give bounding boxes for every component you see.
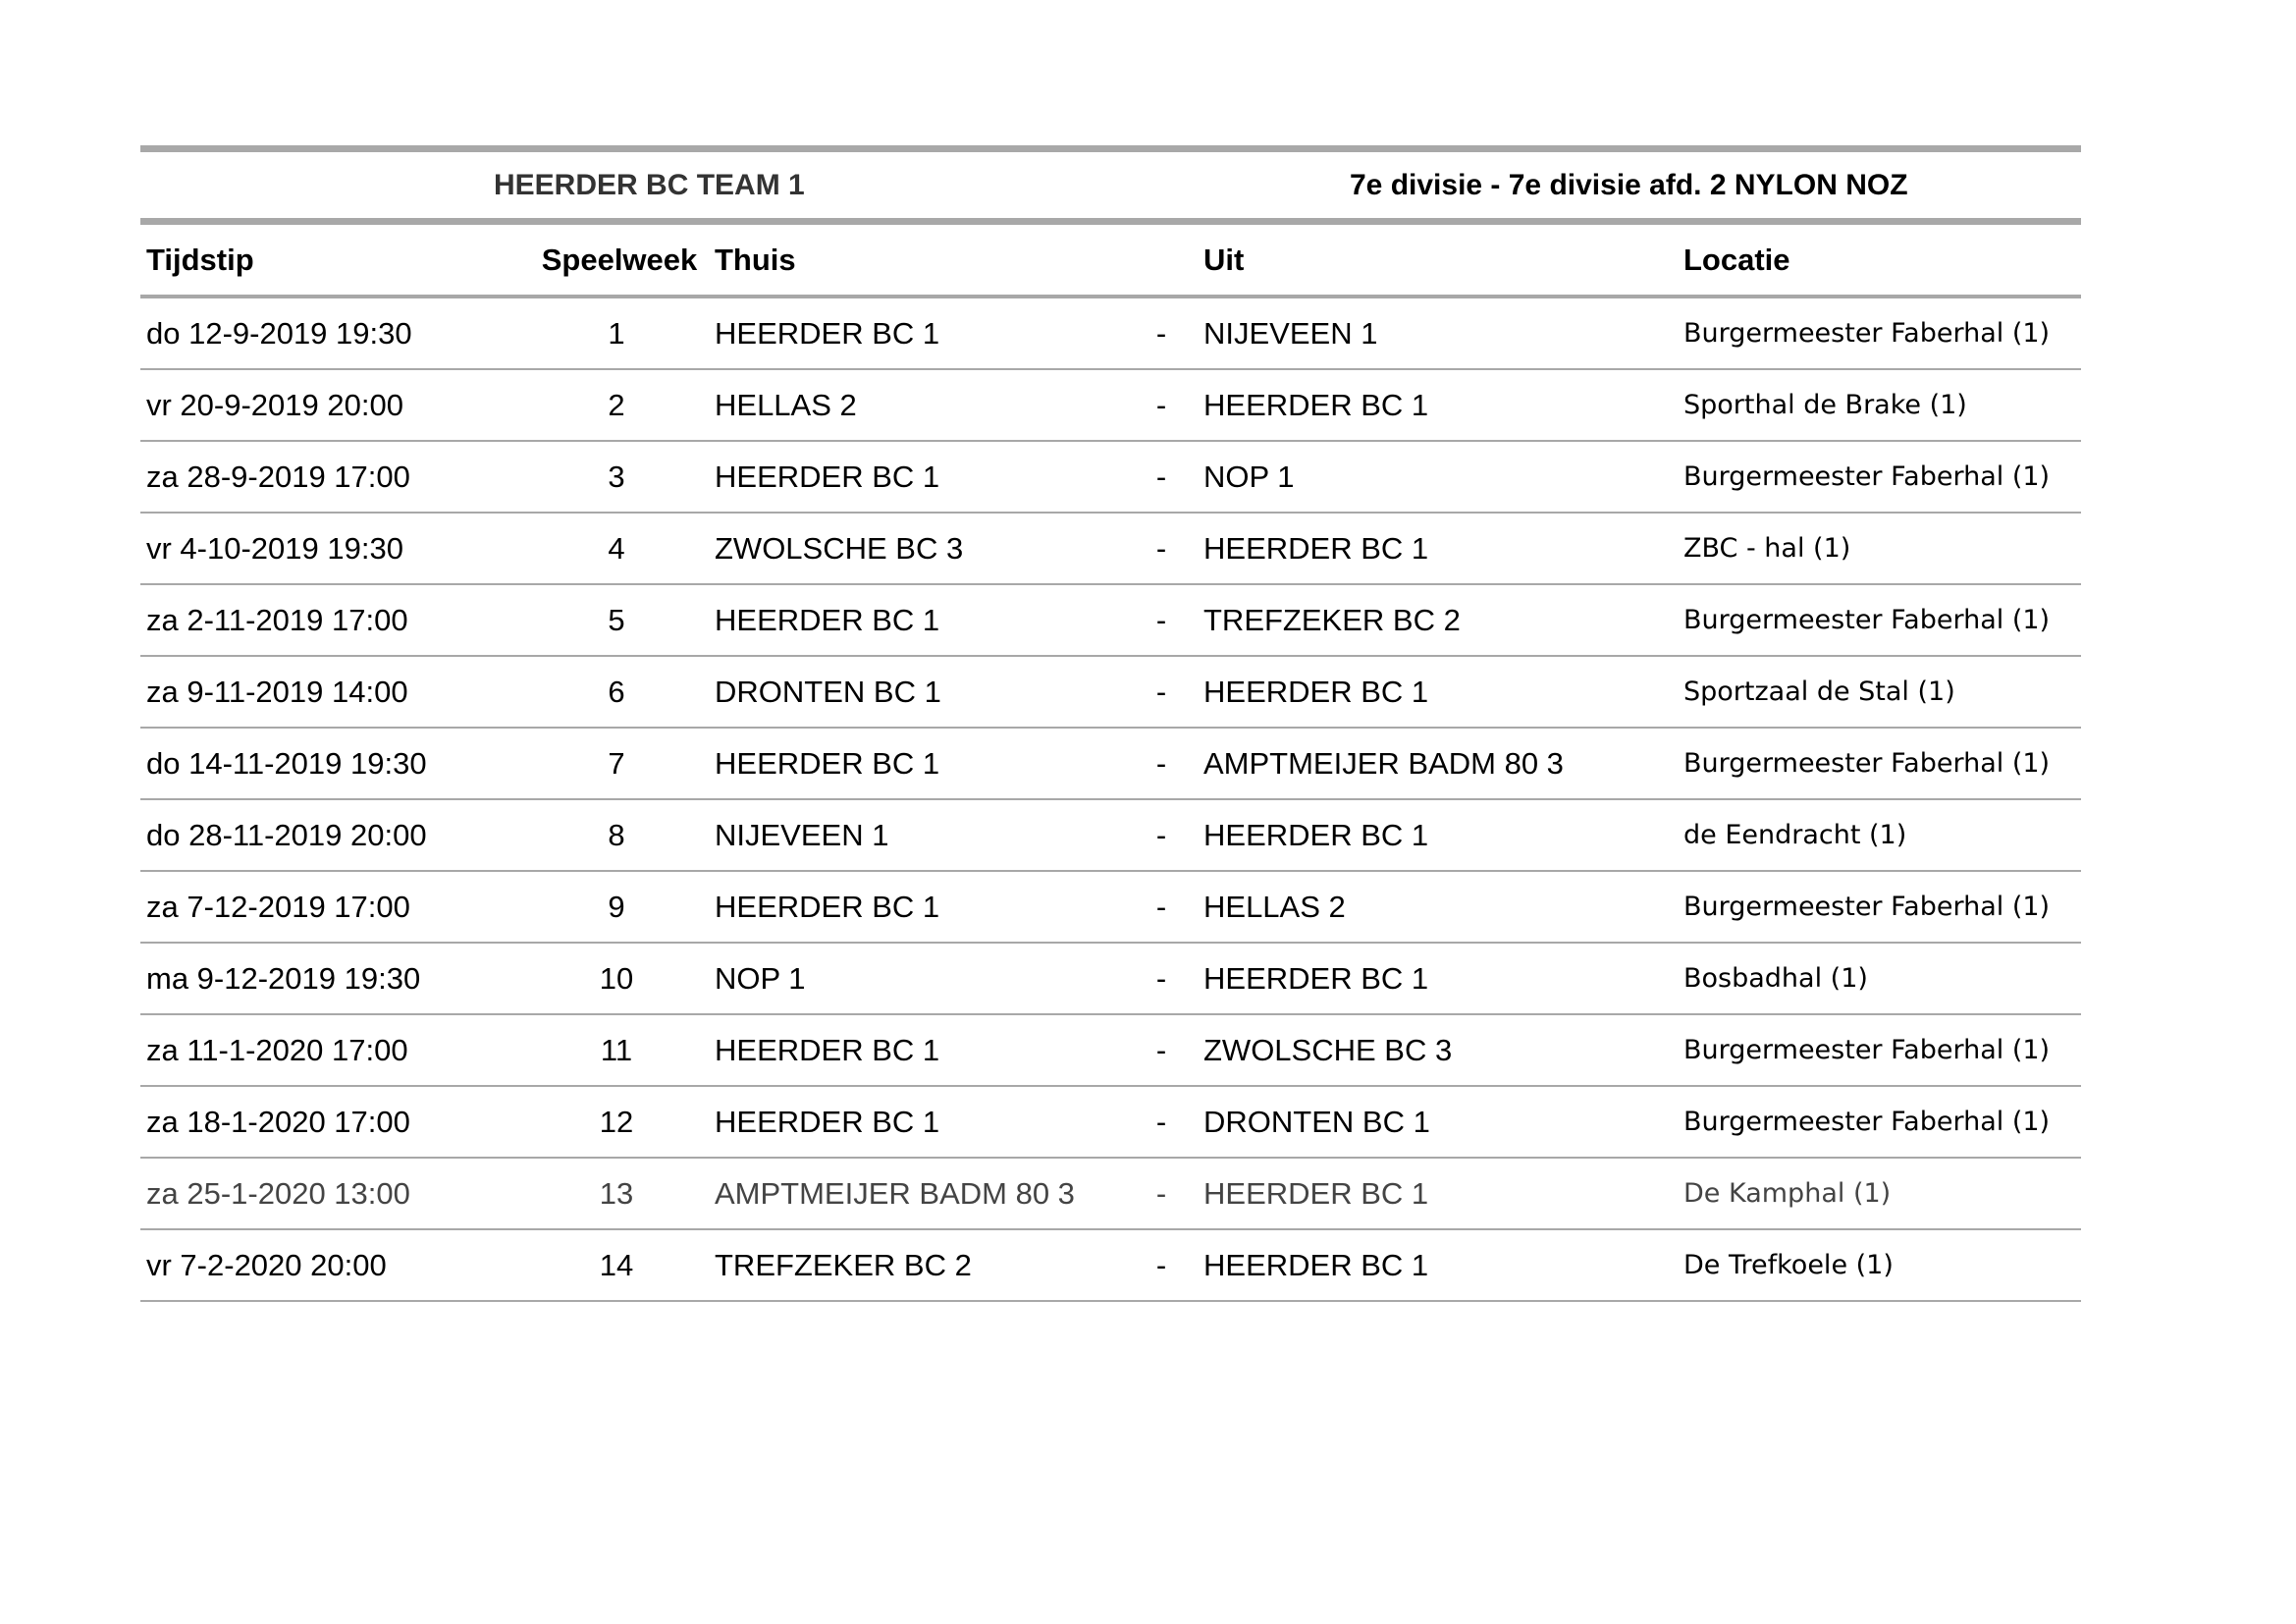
division-title: 7e divisie - 7e divisie afd. 2 NYLON NOZ xyxy=(1350,169,1908,201)
separator-dash: - xyxy=(1155,603,1167,637)
match-week: 6 xyxy=(608,675,625,709)
match-location: de Eendracht (1) xyxy=(1683,820,1907,850)
column-header-home: Thuis xyxy=(715,243,796,277)
table-row xyxy=(140,944,2081,1013)
match-week: 3 xyxy=(608,460,625,494)
match-time: za 7-12-2019 17:00 xyxy=(146,890,410,924)
table-row xyxy=(140,370,2081,440)
match-time: vr 7-2-2020 20:00 xyxy=(146,1248,387,1282)
away-team: HEERDER BC 1 xyxy=(1203,675,1429,709)
match-time: do 14-11-2019 19:30 xyxy=(146,746,427,781)
separator-dash: - xyxy=(1155,460,1167,494)
table-row xyxy=(140,298,2081,368)
column-header-location: Locatie xyxy=(1683,243,1790,277)
table-row xyxy=(140,442,2081,512)
match-week: 13 xyxy=(599,1176,634,1211)
match-time: vr 20-9-2019 20:00 xyxy=(146,388,403,422)
separator-dash: - xyxy=(1155,818,1167,852)
match-time: za 25-1-2020 13:00 xyxy=(146,1176,410,1211)
top-rule xyxy=(140,145,2081,152)
table-row xyxy=(140,1087,2081,1157)
match-time: vr 4-10-2019 19:30 xyxy=(146,531,403,566)
match-time: za 28-9-2019 17:00 xyxy=(146,460,410,494)
separator-dash: - xyxy=(1155,1033,1167,1067)
column-header-week: Speelweek xyxy=(541,243,698,277)
separator-dash: - xyxy=(1155,675,1167,709)
away-team: DRONTEN BC 1 xyxy=(1203,1105,1430,1139)
home-team: HELLAS 2 xyxy=(715,388,857,422)
separator-dash: - xyxy=(1155,531,1167,566)
home-team: HEERDER BC 1 xyxy=(715,316,940,351)
match-week: 9 xyxy=(608,890,625,924)
home-team: ZWOLSCHE BC 3 xyxy=(715,531,964,566)
away-team: HEERDER BC 1 xyxy=(1203,1176,1429,1211)
match-week: 4 xyxy=(608,531,625,566)
match-location: Burgermeester Faberhal (1) xyxy=(1683,1035,2051,1065)
away-team: ZWOLSCHE BC 3 xyxy=(1203,1033,1453,1067)
match-location: De Trefkoele (1) xyxy=(1683,1250,1894,1280)
match-week: 7 xyxy=(608,746,625,781)
title-rule xyxy=(140,218,2081,225)
away-team: TREFZEKER BC 2 xyxy=(1203,603,1461,637)
home-team: HEERDER BC 1 xyxy=(715,603,940,637)
away-team: NOP 1 xyxy=(1203,460,1295,494)
table-row xyxy=(140,1230,2081,1300)
home-team: HEERDER BC 1 xyxy=(715,1033,940,1067)
match-week: 10 xyxy=(599,961,634,996)
table-row xyxy=(140,657,2081,727)
match-time: za 2-11-2019 17:00 xyxy=(146,603,408,637)
table-body xyxy=(140,298,2081,1302)
match-location: Burgermeester Faberhal (1) xyxy=(1683,605,2051,635)
separator-dash: - xyxy=(1155,1176,1167,1211)
title-row xyxy=(140,152,2081,218)
column-header-time: Tijdstip xyxy=(146,243,254,277)
home-team: NIJEVEEN 1 xyxy=(715,818,889,852)
away-team: HEERDER BC 1 xyxy=(1203,818,1429,852)
table-row xyxy=(140,1015,2081,1085)
schedule-table xyxy=(140,145,2081,1302)
column-header-away: Uit xyxy=(1203,243,1245,277)
away-team: HEERDER BC 1 xyxy=(1203,388,1429,422)
away-team: HEERDER BC 1 xyxy=(1203,1248,1429,1282)
separator-dash: - xyxy=(1155,746,1167,781)
match-week: 11 xyxy=(600,1033,633,1067)
table-row xyxy=(140,800,2081,870)
separator-dash: - xyxy=(1155,1105,1167,1139)
separator-dash: - xyxy=(1155,890,1167,924)
separator-dash: - xyxy=(1155,961,1167,996)
table-row xyxy=(140,729,2081,798)
match-week: 5 xyxy=(608,603,625,637)
away-team: AMPTMEIJER BADM 80 3 xyxy=(1203,746,1564,781)
match-time: za 9-11-2019 14:00 xyxy=(146,675,408,709)
home-team: NOP 1 xyxy=(715,961,806,996)
match-time: za 18-1-2020 17:00 xyxy=(146,1105,410,1139)
away-team: HEERDER BC 1 xyxy=(1203,531,1429,566)
table-row xyxy=(140,585,2081,655)
away-team: HEERDER BC 1 xyxy=(1203,961,1429,996)
match-time: ma 9-12-2019 19:30 xyxy=(146,961,421,996)
match-time: do 28-11-2019 20:00 xyxy=(146,818,427,852)
away-team: NIJEVEEN 1 xyxy=(1203,316,1378,351)
match-week: 1 xyxy=(608,316,625,351)
match-time: do 12-9-2019 19:30 xyxy=(146,316,412,351)
match-location: ZBC - hal (1) xyxy=(1683,533,1851,564)
match-location: Bosbadhal (1) xyxy=(1683,963,1868,994)
match-week: 8 xyxy=(608,818,625,852)
separator-dash: - xyxy=(1155,316,1167,351)
table-row xyxy=(140,872,2081,942)
away-team: HELLAS 2 xyxy=(1203,890,1346,924)
match-location: Burgermeester Faberhal (1) xyxy=(1683,748,2051,779)
match-time: za 11-1-2020 17:00 xyxy=(146,1033,408,1067)
home-team: HEERDER BC 1 xyxy=(715,746,940,781)
match-location: Burgermeester Faberhal (1) xyxy=(1683,318,2051,349)
separator-dash: - xyxy=(1155,388,1167,422)
match-location: Burgermeester Faberhal (1) xyxy=(1683,1107,2051,1137)
match-week: 12 xyxy=(599,1105,634,1139)
home-team: DRONTEN BC 1 xyxy=(715,675,941,709)
match-week: 2 xyxy=(608,388,625,422)
match-location: Burgermeester Faberhal (1) xyxy=(1683,892,2051,922)
match-location: Sporthal de Brake (1) xyxy=(1683,390,1967,420)
row-divider xyxy=(140,1300,2081,1302)
match-location: Sportzaal de Stal (1) xyxy=(1683,677,1955,707)
home-team: HEERDER BC 1 xyxy=(715,890,940,924)
column-header-row xyxy=(140,225,2081,295)
match-location: De Kamphal (1) xyxy=(1683,1178,1892,1209)
table-row xyxy=(140,1159,2081,1228)
match-week: 14 xyxy=(599,1248,634,1282)
table-row xyxy=(140,514,2081,583)
home-team: TREFZEKER BC 2 xyxy=(715,1248,972,1282)
home-team: HEERDER BC 1 xyxy=(715,460,940,494)
home-team: HEERDER BC 1 xyxy=(715,1105,940,1139)
separator-dash: - xyxy=(1155,1248,1167,1282)
team-title: HEERDER BC TEAM 1 xyxy=(494,169,805,201)
home-team: AMPTMEIJER BADM 80 3 xyxy=(715,1176,1075,1211)
match-location: Burgermeester Faberhal (1) xyxy=(1683,461,2051,492)
